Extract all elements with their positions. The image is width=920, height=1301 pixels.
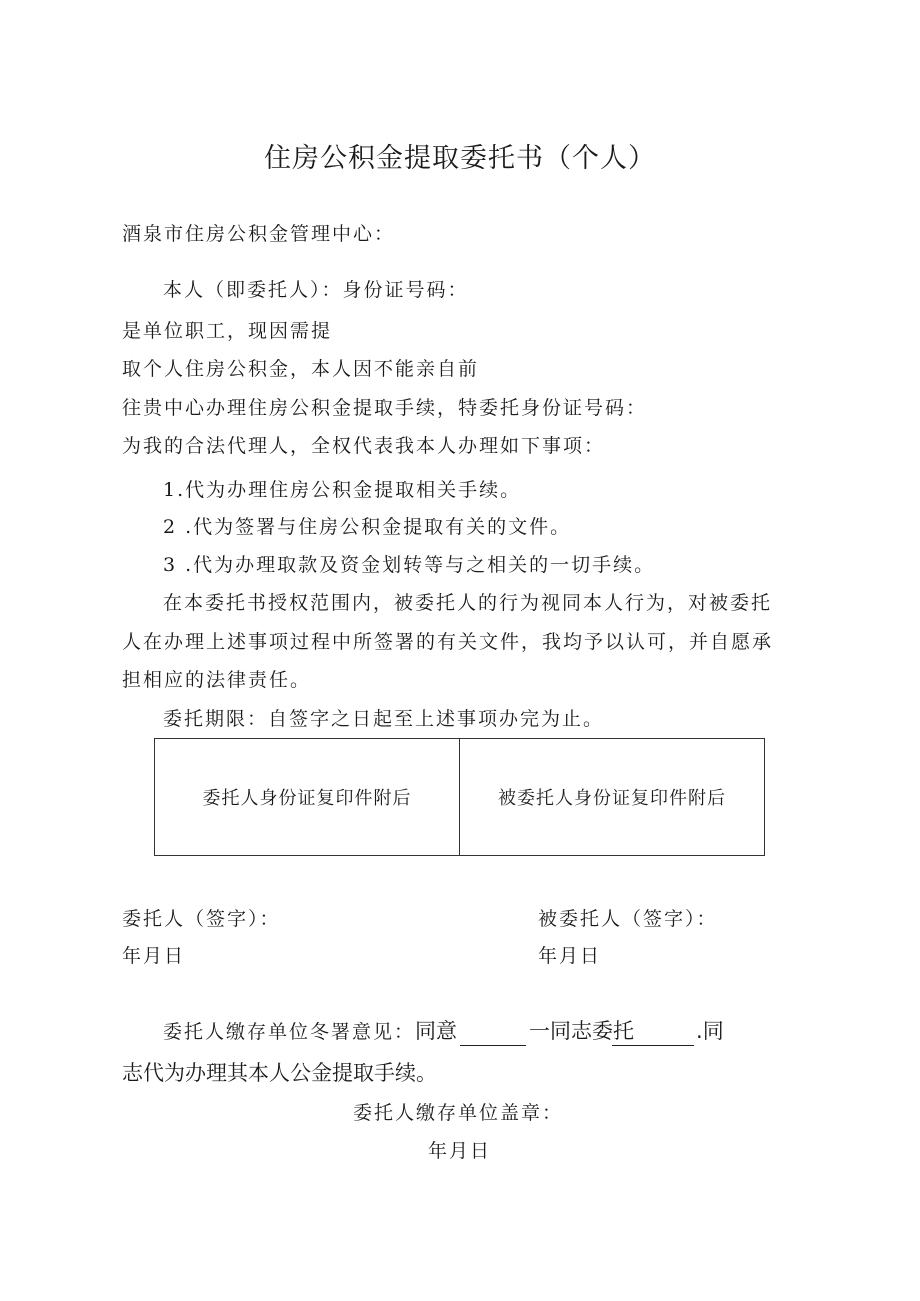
principal-date: 年月日 — [122, 945, 186, 967]
unit-opinion-line2: 志代为办理其本人公金提取手续。 — [122, 1061, 437, 1085]
list-item: 1.代为办理住房公积金提取相关手续。 — [163, 479, 522, 501]
list-item: 2 .代为签署与住房公积金提取有关的文件。 — [163, 516, 572, 538]
agent-id-copy-cell: 被委托人身份证复印件附后 — [459, 739, 764, 855]
agent-signature-label: 被委托人（签字）： — [538, 908, 718, 930]
authority-line: 为我的合法代理人，全权代表我本人办理如下事项： — [122, 435, 606, 457]
principal-id-line: 本人（即委托人）：身份证号码： — [163, 279, 469, 301]
unit-opinion-agree: 同意 — [415, 1019, 458, 1043]
employer-line: 是单位职工，现因需提 — [122, 320, 333, 342]
agent-id-line: 往贵中心办理住房公积金提取手续，特委托身份证号码： — [122, 397, 648, 419]
period-line: 委托期限：自签字之日起至上述事项办完为止。 — [163, 708, 605, 730]
scope-paragraph-line: 人在办理上述事项过程中所签署的有关文件，我均予以认可，并自愿承 — [122, 631, 774, 653]
id-copy-table — [154, 738, 765, 856]
seal-date: 年月日 — [428, 1140, 492, 1162]
agent-name-blank[interactable] — [612, 1025, 694, 1046]
page-title: 住房公积金提取委托书（个人） — [264, 143, 656, 174]
addressee: 酒泉市住房公积金管理中心： — [122, 223, 396, 245]
agent-date: 年月日 — [538, 945, 602, 967]
unit-opinion-mid: 一同志委托 — [529, 1019, 635, 1043]
unit-opinion-end: .同 — [696, 1019, 724, 1043]
unit-opinion-line — [163, 1018, 724, 1046]
scope-paragraph-line: 担相应的法律责任。 — [122, 669, 312, 691]
list-item: 3 .代为办理取款及资金划转等与之相关的一切手续。 — [163, 554, 656, 576]
principal-id-copy-cell: 委托人身份证复印件附后 — [202, 788, 412, 809]
reason-line: 取个人住房公积金，本人因不能亲自前 — [122, 358, 480, 380]
scope-paragraph-line: 在本委托书授权范围内，被委托人的行为视同本人行为，对被委托 — [163, 592, 773, 614]
principal-signature-label: 委托人（签字）： — [122, 908, 281, 930]
seal-label: 委托人缴存单位盖章： — [353, 1102, 564, 1124]
principal-name-blank[interactable] — [460, 1025, 526, 1046]
unit-opinion-label: 委托人缴存单位冬署意见： — [163, 1021, 416, 1043]
